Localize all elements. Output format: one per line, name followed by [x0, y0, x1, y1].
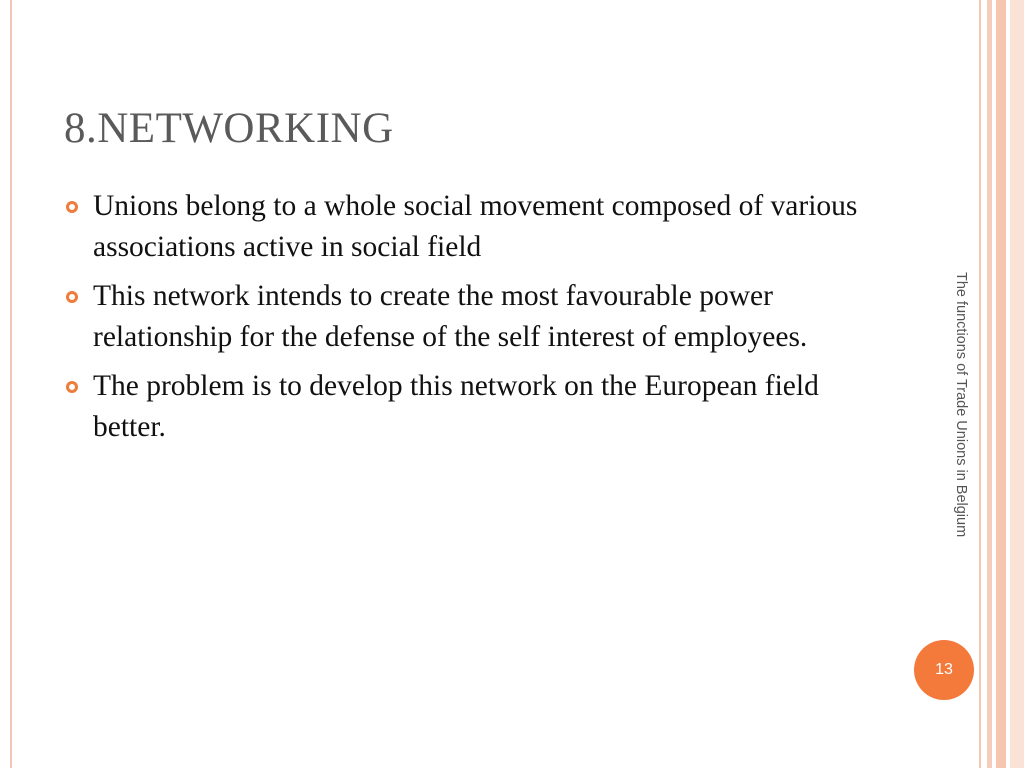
side-caption: The functions of Trade Unions in Belgium [953, 272, 969, 538]
hollow-circle-icon [66, 381, 78, 393]
hollow-circle-icon [66, 291, 78, 303]
page-number-badge [914, 640, 974, 700]
right-stripe-2 [987, 0, 992, 768]
bullet-text: Unions belong to a whole social movement composed of various associations active in social field [93, 190, 858, 263]
bullet-list [64, 186, 864, 456]
bullet-item [64, 276, 864, 357]
slide-title: 8.NETWORKING [64, 105, 394, 152]
bullet-item [64, 186, 864, 267]
right-stripe-4 [1010, 0, 1024, 768]
bullet-item [64, 366, 864, 447]
page-number: 13 [935, 661, 953, 678]
right-stripe-1 [979, 0, 981, 768]
bullet-text: This network intends to create the most favourable power relationship for the defense of the self interest of employees. [93, 280, 808, 353]
hollow-circle-icon [66, 201, 78, 213]
left-border-stripe [10, 0, 12, 768]
right-stripe-3 [996, 0, 1006, 768]
bullet-text: The problem is to develop this network on the European field better. [93, 370, 819, 443]
